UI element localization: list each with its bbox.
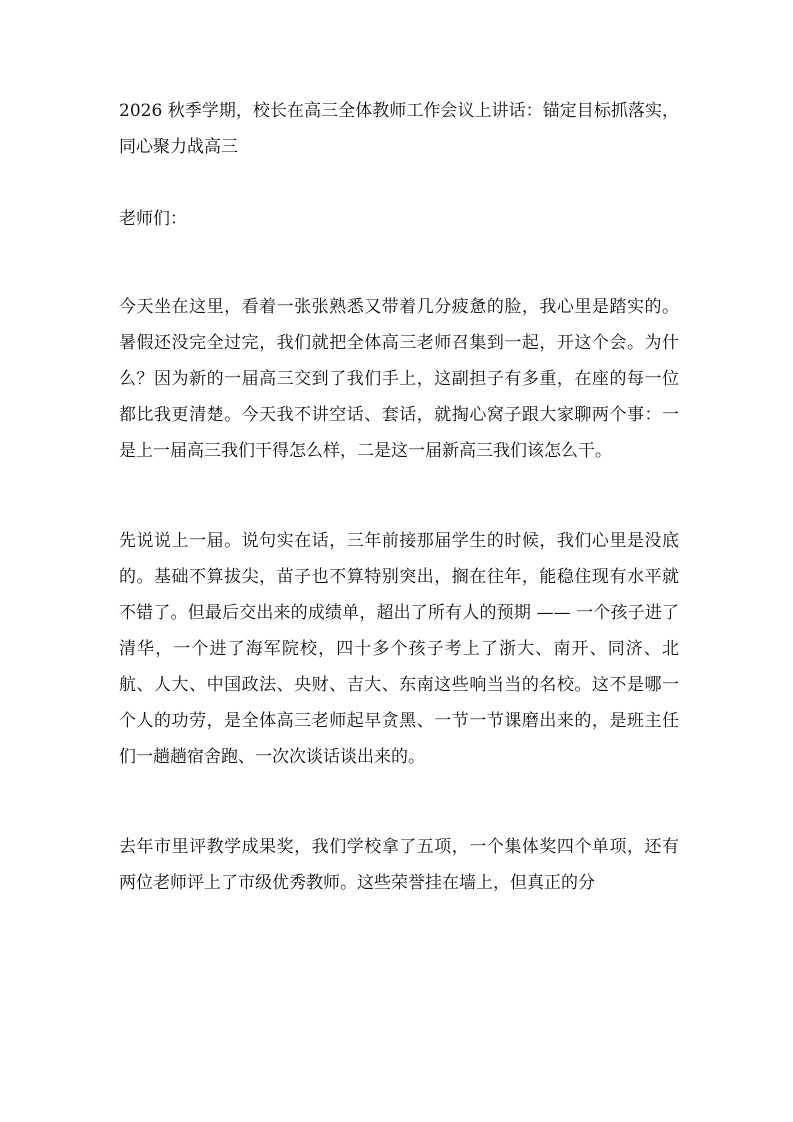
greeting-line: 老师们： (119, 209, 187, 229)
paragraph-3: 去年市里评教学成果奖，我们学校拿了五项，一个集体奖四个单项，还有两位老师评上了市级优秀教师。这些荣誉挂在墙上，但真正的分 (119, 837, 679, 893)
document-title: 2026 秋季学期，校长在高三全体教师工作会议上讲话：锚定目标抓落实，同心聚力战高三 (119, 101, 679, 157)
document-body (119, 93, 679, 955)
paragraph-1: 今天坐在这里，看着一张张熟悉又带着几分疲惫的脸，我心里是踏实的。暑假还没完全过完，我们就把全体高三老师召集到一起，开这个会。为什么？因为新的一届高三交到了我们手上，这副担子有多重，在座的每一位都比我更清楚。今天我不讲空话、套话，就掏心窝子跟大家聊两个事：一是上一届高三我们干得怎么样，二是这一届新高三我们该怎么干。 (119, 297, 679, 461)
paragraph-2: 先说说上一届。说句实在话，三年前接那届学生的时候，我们心里是没底的。基础不算拔尖，苗子也不算特别突出，搁在往年，能稳住现有水平就不错了。但最后交出来的成绩单，超出了所有人的预期 —— 一个孩子进了清华，一个进了海军院校，四十多个孩子考上了浙大、南开、同济、北航、人大、中国政法、央财、吉大、东南这些响当当的名校。这不是哪一个人的功劳，是全体高三老师起早贪黑、一节一节课磨出来的，是班主任们一趟趟宿舍跑、一次次谈话谈出来的。 (119, 531, 679, 767)
